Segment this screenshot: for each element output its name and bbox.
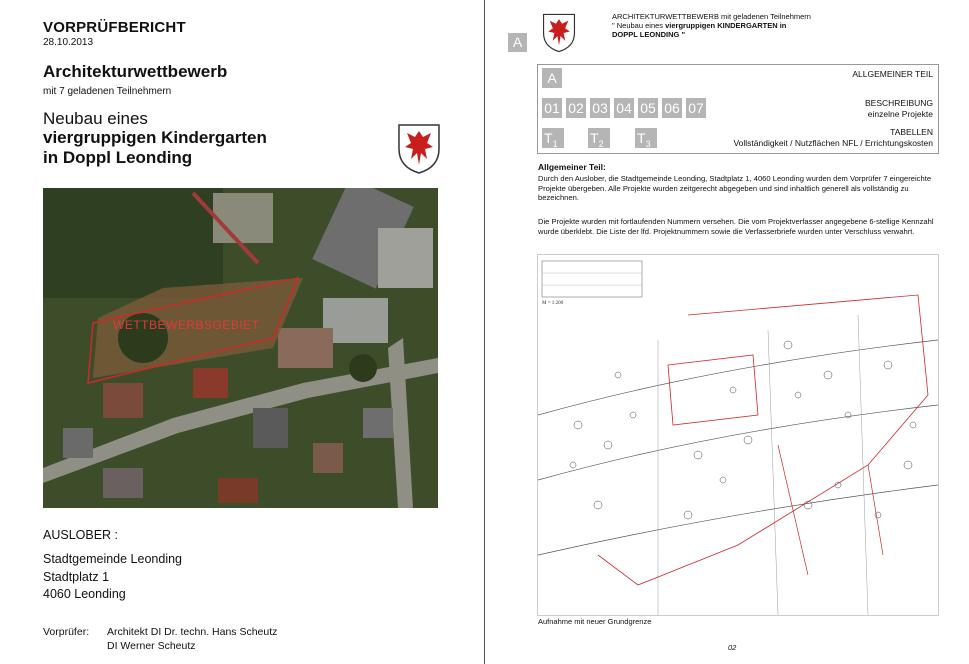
- body-paragraph: Durch den Auslober, die Stadtgemeinde Leonding, Stadtplatz 1, 4060 Leonding wurden dem Vorprüfer 7 eingereichte Projekte übergeben. Alle Projekte wurden zeitgerecht abgegeben und sind inhaltlich generell als vollständig zu bezeichnen.: [538, 174, 932, 203]
- project-title-line3: in Doppl Leonding: [43, 148, 193, 167]
- competition-title: Architekturwettbewerb: [43, 62, 228, 81]
- nav-project-button[interactable]: 03: [590, 98, 610, 118]
- project-title-line1: Neubau eines: [43, 109, 148, 128]
- table-button-letter: T: [544, 130, 553, 146]
- nav-project-button[interactable]: 07: [686, 98, 706, 118]
- nav-table-button[interactable]: [635, 128, 657, 148]
- auslober-line: Stadtplatz 1: [43, 570, 110, 584]
- report-date: 28.10.2013: [43, 37, 94, 48]
- auslober-line: 4060 Leonding: [43, 587, 126, 601]
- auslober-line: Stadtgemeinde Leonding: [43, 552, 183, 566]
- plan-scale: M = 1:200: [542, 301, 564, 306]
- nav-label-beschreibung: BESCHREIBUNG: [864, 98, 933, 108]
- nav-project-button[interactable]: 02: [566, 98, 586, 118]
- section-badge: A: [508, 33, 527, 52]
- header-line: ARCHITEKTURWETTBEWERB mit geladenen Teilnehmern: [612, 12, 811, 21]
- header-line: DOPPL LEONDING ": [612, 30, 686, 39]
- competition-area-label: WETTBEWERBSGEBIET: [113, 318, 260, 332]
- nav-table-button[interactable]: [588, 128, 610, 148]
- survey-plan: [537, 254, 939, 616]
- coat-of-arms-icon: [397, 123, 441, 175]
- aerial-photo: [43, 188, 438, 508]
- plan-caption: Aufnahme mit neuer Grundgrenze: [538, 617, 652, 626]
- coat-of-arms-icon: [542, 12, 576, 54]
- page-divider: [484, 0, 485, 664]
- vorpruefer-label: Vorprüfer:: [43, 626, 90, 638]
- header-line-bold: viergruppigen KINDERGARTEN in: [665, 21, 787, 30]
- nav-table-button[interactable]: [542, 128, 564, 148]
- nav-label-allgemein: ALLGEMEINER TEIL: [852, 69, 933, 79]
- nav-project-button[interactable]: 01: [542, 98, 562, 118]
- vorpruefer-name: Architekt DI Dr. techn. Hans Scheutz: [107, 626, 278, 638]
- section-heading: Allgemeiner Teil:: [538, 162, 606, 172]
- table-button-letter: T: [637, 130, 646, 146]
- nav-project-button[interactable]: 05: [638, 98, 658, 118]
- header-line-prefix: " Neubau eines: [612, 21, 666, 30]
- competition-subtitle: mit 7 geladenen Teilnehmern: [43, 86, 172, 97]
- body-paragraph: Die Projekte wurden mit fortlaufenden Nummern versehen. Die vom Projektverfasser angegebene 6-stellige Kennzahl wurde überklebt. Die Liste der lfd. Projektnummern sowie die Verfasserbriefe wurden unter Verschluss verwahrt.: [538, 217, 934, 236]
- nav-project-button[interactable]: 04: [614, 98, 634, 118]
- project-title-line2: viergruppigen Kindergarten: [43, 128, 267, 147]
- vorpruefer-name: DI Werner Scheutz: [107, 640, 196, 652]
- auslober-heading: AUSLOBER :: [43, 528, 119, 542]
- report-title: VORPRÜFBERICHT: [43, 19, 186, 36]
- nav-button-allgemein[interactable]: A: [542, 68, 562, 88]
- header-line: [612, 21, 786, 30]
- table-button-index: 2: [598, 138, 604, 149]
- nav-label-einzelne: einzelne Projekte: [867, 109, 933, 119]
- table-button-index: 3: [645, 138, 651, 149]
- table-button-letter: T: [590, 130, 599, 146]
- nav-label-vollstaendigkeit: Vollständigkeit / Nutzflächen NFL / Errichtungskosten: [733, 138, 933, 148]
- table-button-index: 1: [552, 138, 558, 149]
- nav-label-tabellen: TABELLEN: [890, 127, 933, 137]
- nav-project-button[interactable]: 06: [662, 98, 682, 118]
- page-number: 02: [728, 643, 737, 652]
